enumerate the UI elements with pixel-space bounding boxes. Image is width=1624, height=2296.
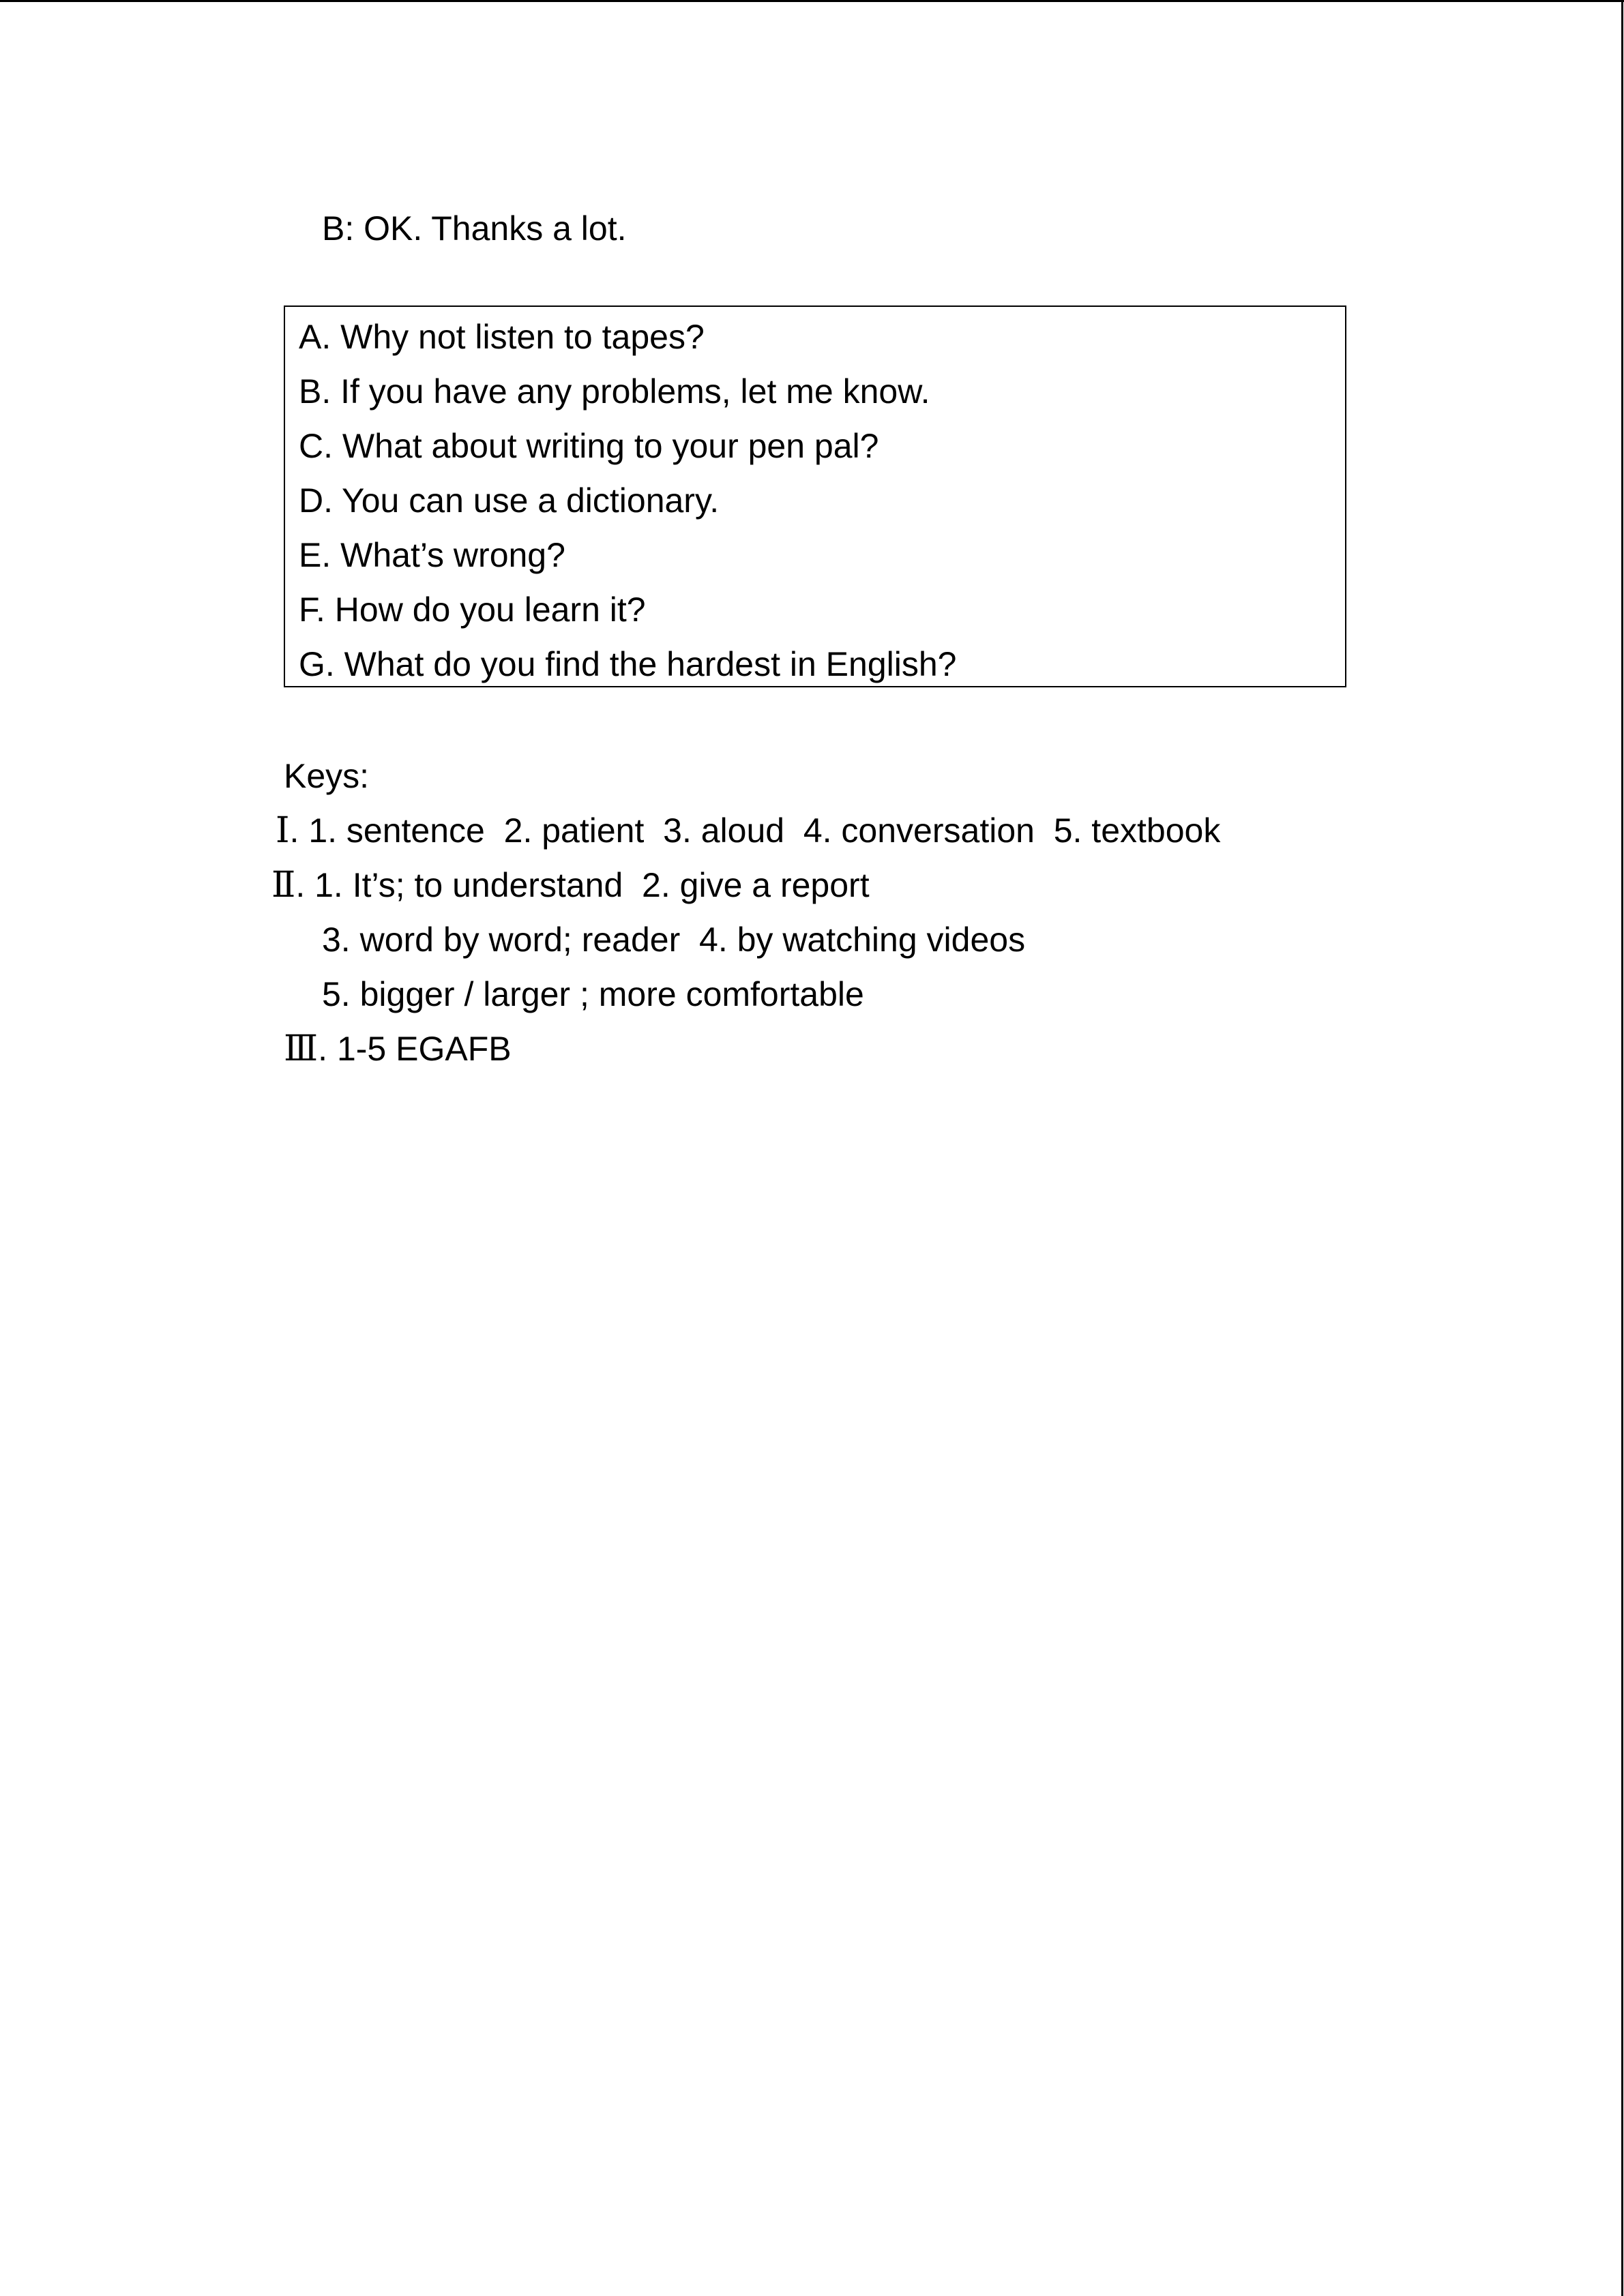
option-a: A. Why not listen to tapes? [299, 318, 705, 356]
keys-heading: Keys: [284, 757, 370, 795]
options-box [284, 305, 1346, 687]
keys-section-2-line-1 [271, 865, 870, 906]
option-d: D. You can use a dictionary. [299, 481, 720, 520]
roman-numeral-1: Ⅰ [276, 811, 290, 850]
option-f: F. How do you learn it? [299, 591, 646, 629]
keys-section-1 [276, 810, 1220, 852]
keys-section-2-line-2: 3. word by word; reader 4. by watching videos [322, 921, 1026, 959]
keys-section-3-text: . 1-5 EGAFB [318, 1030, 512, 1068]
keys-section-3 [284, 1028, 512, 1070]
page-border-top [0, 0, 1624, 2]
option-c: C. What about writing to your pen pal? [299, 427, 879, 465]
keys-section-1-text: . 1. sentence 2. patient 3. aloud 4. conversation 5. textbook [289, 811, 1221, 850]
option-e: E. What’s wrong? [299, 536, 565, 574]
page-border-right [1621, 0, 1623, 2296]
roman-numeral-2: Ⅱ [271, 866, 296, 905]
dialogue-line: B: OK. Thanks a lot. [322, 209, 627, 248]
keys-section-2-text-1: . 1. It’s; to understand 2. give a report [295, 866, 870, 904]
roman-numeral-3: Ⅲ [284, 1030, 319, 1069]
keys-section-2-line-3: 5. bigger / larger ; more comfortable [322, 975, 864, 1013]
option-g: G. What do you find the hardest in English? [299, 645, 957, 683]
option-b: B. If you have any problems, let me know. [299, 372, 930, 411]
